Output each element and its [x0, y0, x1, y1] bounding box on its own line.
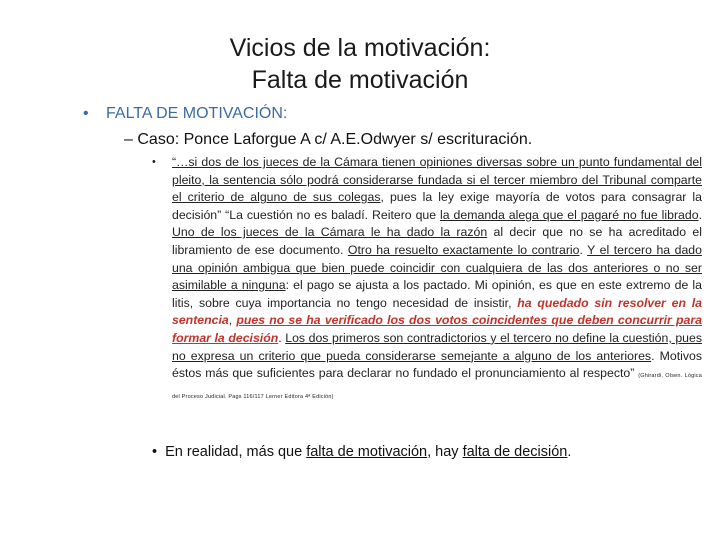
quote-span: pues no se ha verificado los dos votos coincidentes que deben concurrir para formar la decisión	[172, 313, 702, 345]
conclusion-span: falta de motivación	[306, 444, 428, 460]
quote-span: : el pago se ajusta a los pactado. Mi opinión, es que en este extremo de la litis, sobre cuya importancia no tengo necesidad de insistir,	[172, 278, 703, 310]
conclusion-span: falta de decisión	[462, 444, 568, 460]
quote-span: Otro ha resuelto exactamente lo contrario	[347, 242, 580, 257]
bullet-caso	[124, 130, 532, 150]
quote-span: .	[579, 242, 588, 257]
conclusion-span: , hay	[427, 444, 463, 460]
quote-span: ,	[228, 313, 237, 328]
quote-span: . Motivos éstos más que suficientes para declarar no fundado el pronunciamiento al respecto”	[172, 348, 702, 381]
bullet-dot-icon: •	[83, 105, 89, 122]
bullet-dot-icon: •	[152, 444, 166, 460]
quote-span: .	[698, 207, 702, 222]
quote-span: “…si dos de los jueces de la Cámara tienen opiniones diversas sobre un punto fundamental del pleito, la sentencia sólo podrá considerarse fundada si el tercer miembro del Tribunal comparte el criterio de alguno de sus colegas	[172, 155, 702, 205]
quote-span: la demanda alega que el pagaré no fue librado	[440, 207, 699, 222]
quote-span: ha quedado sin resolver en la sentencia	[172, 295, 702, 328]
title-line-1: Vicios de la motivación:	[229, 34, 491, 62]
bullet-dot-icon: •	[152, 156, 156, 168]
conclusion-span: .	[567, 444, 572, 460]
title-line-2: Falta de motivación	[251, 66, 469, 94]
bullet-heading: FALTA DE MOTIVACIÓN:	[106, 105, 288, 122]
caso-text: Caso: Ponce Laforgue A c/ A.E.Odwyer s/ escrituración.	[137, 131, 533, 148]
conclusion-span: En realidad, más que	[165, 444, 307, 460]
quote-span: , pues la ley exige mayoría de votos para consagrar la decisión” “La cuestión no es baladí. Reitero que	[172, 190, 702, 222]
quote-span: Los dos primeros son contradictorios y el tercero no define la cuestión, pues no expresa un criterio que pueda considerarse semejante a alguno de los anteriores	[172, 330, 702, 363]
dash-icon: –	[124, 131, 133, 148]
quote-span: al decir que no se ha acreditado el libramiento de ese documento.	[172, 225, 702, 257]
quote-paragraph	[172, 154, 702, 406]
quote-span: Uno de los jueces de la Cámara le ha dado la razón	[172, 225, 488, 240]
slide-title	[0, 32, 720, 96]
quote-span: Y el tercero ha dado una opinión ambigua que bien puede coincidir con cualquiera de las dos anteriores o no ser asimilable a ninguna	[172, 242, 702, 293]
quote-span: .	[278, 330, 286, 345]
citation-source: (Ghirardi, Olsen. Lógica del Proceso Judicial. Pags 116/117 Lerner Editora 4ª Edición)	[172, 373, 702, 400]
conclusion-bullet	[152, 442, 571, 462]
